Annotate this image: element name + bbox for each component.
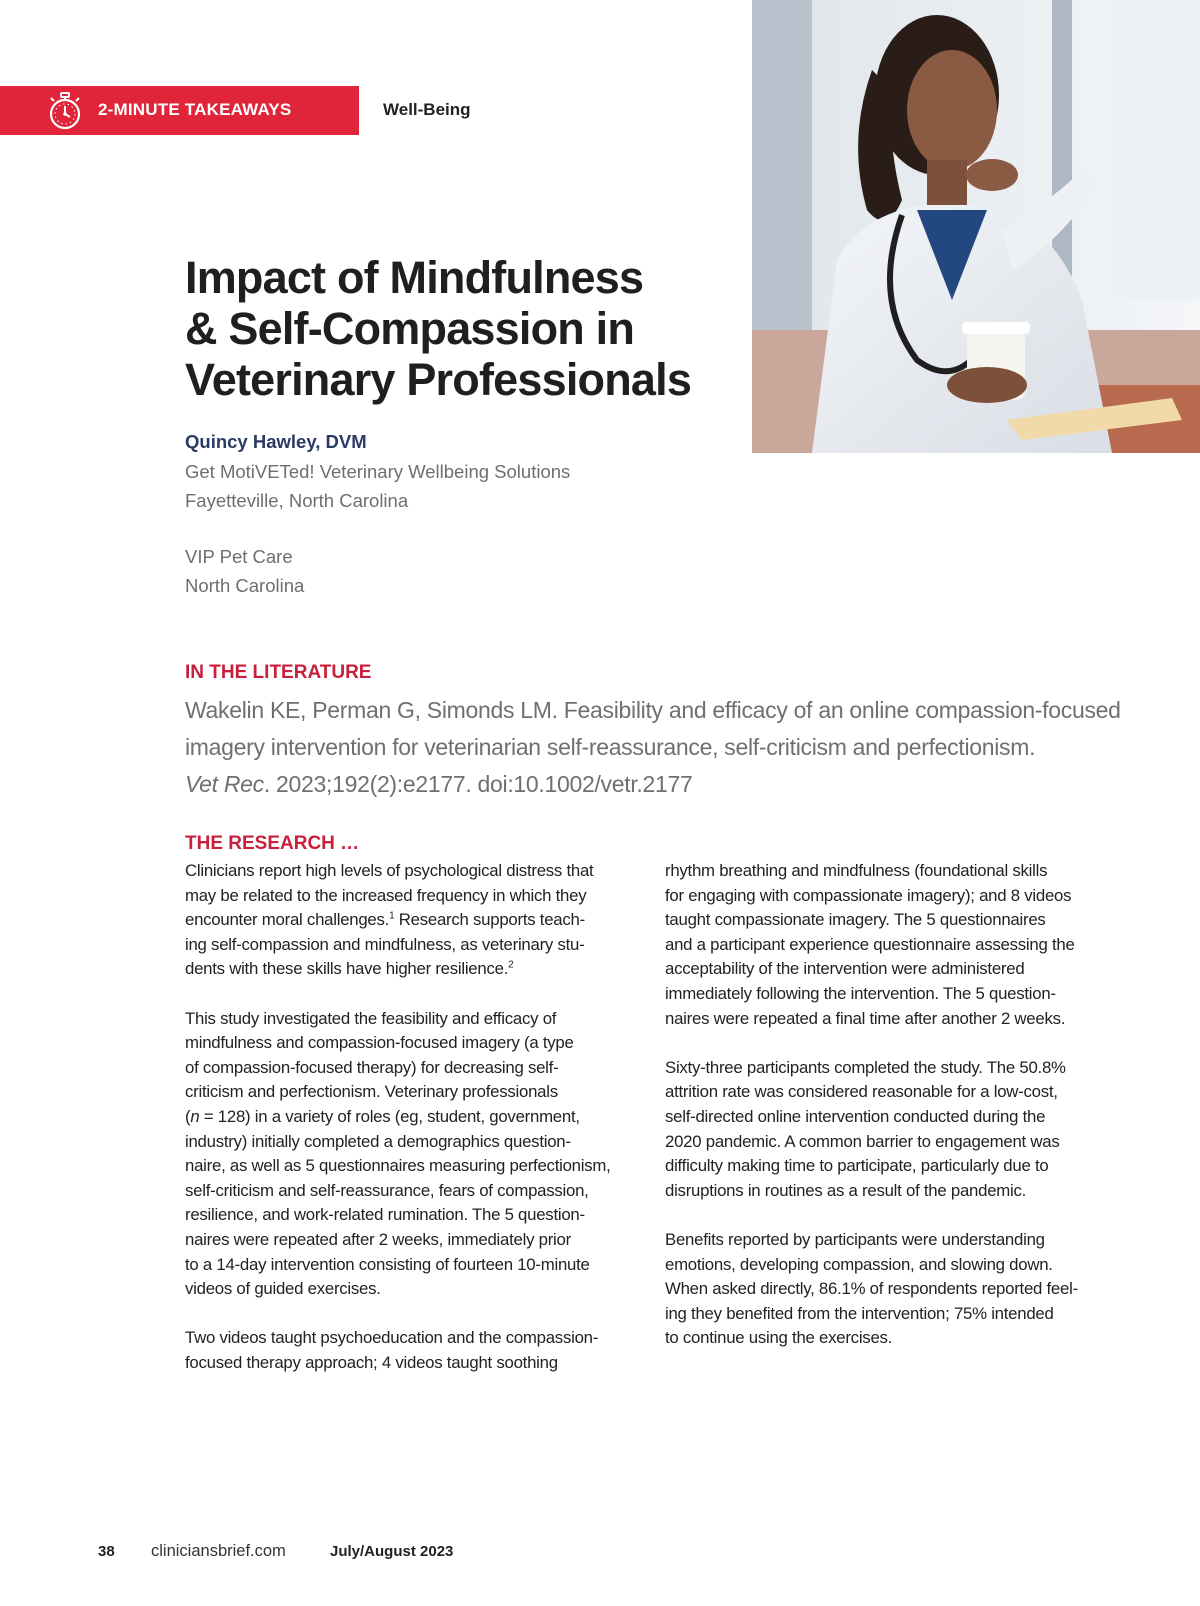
body-line: to a 14-day intervention consisting of fourteen 10-minute bbox=[185, 1254, 590, 1274]
section-tag-label: 2-MINUTE TAKEAWAYS bbox=[98, 100, 292, 119]
body-text: dents with these skills have higher resilience. bbox=[185, 959, 509, 979]
sample-size-symbol: n bbox=[190, 1106, 200, 1126]
issue-date: July/August 2023 bbox=[330, 1543, 454, 1560]
section-label: Well-Being bbox=[383, 100, 471, 119]
body-line: criticism and perfectionism. Veterinary professionals bbox=[185, 1082, 558, 1102]
body-line: resilience, and work-related rumination. The 5 question- bbox=[185, 1205, 585, 1225]
body-line: Two videos taught psychoeducation and the compassion- bbox=[185, 1328, 599, 1348]
body-line: for engaging with compassionate imagery); and 8 videos bbox=[665, 885, 1072, 905]
body-text: Research supports teach- bbox=[394, 910, 585, 930]
citation-line: imagery intervention for veterinarian self-reassurance, self-criticism and perfectionism. bbox=[185, 734, 1036, 760]
paragraph-gap bbox=[665, 1203, 1115, 1228]
body-line: ing they benefited from the intervention; 75% intended bbox=[665, 1303, 1054, 1323]
body-line: acceptability of the intervention were administered bbox=[665, 959, 1025, 979]
reference-marker: 2 bbox=[508, 959, 514, 971]
body-line: self-criticism and self-reassurance, fears of compassion, bbox=[185, 1180, 589, 1200]
body-line: disruptions in routines as a result of the pandemic. bbox=[665, 1180, 1027, 1200]
body-line: emotions, developing compassion, and slowing down. bbox=[665, 1254, 1053, 1274]
affiliation-line: Fayetteville, North Carolina bbox=[185, 490, 409, 511]
affiliation-line: Get MotiVETed! Veterinary Wellbeing Solutions bbox=[185, 461, 571, 482]
literature-citation bbox=[185, 692, 1121, 803]
body-line: and a participant experience questionnaire assessing the bbox=[665, 934, 1075, 954]
author-name: Quincy Hawley, DVM bbox=[185, 431, 367, 452]
body-line: naires were repeated after 2 weeks, immediately prior bbox=[185, 1229, 571, 1249]
body-text: = 128) in a variety of roles (eg, student, government, bbox=[199, 1106, 580, 1126]
literature-heading: IN THE LITERATURE bbox=[185, 662, 372, 683]
paragraph-gap bbox=[185, 1302, 635, 1327]
body-line: Sixty-three participants completed the study. The 50.8% bbox=[665, 1057, 1066, 1077]
stopwatch-icon bbox=[48, 92, 82, 130]
affiliation bbox=[185, 542, 304, 600]
affiliation-line: VIP Pet Care bbox=[185, 546, 293, 567]
body-line bbox=[185, 957, 635, 982]
body-line: difficulty making time to participate, particularly due to bbox=[665, 1156, 1049, 1176]
body-line: may be related to the increased frequency in which they bbox=[185, 885, 587, 905]
article-title bbox=[185, 252, 725, 405]
body-line: ing self-compassion and mindfulness, as veterinary stu- bbox=[185, 934, 585, 954]
title-line: Impact of Mindfulness bbox=[185, 252, 644, 303]
body-line: Benefits reported by participants were understanding bbox=[665, 1229, 1045, 1249]
citation-details: . 2023;192(2):e2177. doi:10.1002/vetr.2177 bbox=[263, 771, 693, 797]
citation-line: Wakelin KE, Perman G, Simonds LM. Feasibility and efficacy of an online compassion-focused bbox=[185, 697, 1121, 723]
paragraph-gap bbox=[185, 982, 635, 1007]
body-line: of compassion-focused therapy) for decreasing self- bbox=[185, 1057, 559, 1077]
body-line: self-directed online intervention conducted during the bbox=[665, 1106, 1046, 1126]
body-text: ( bbox=[185, 1106, 191, 1126]
affiliation bbox=[185, 457, 570, 515]
body-line: immediately following the intervention. The 5 question- bbox=[665, 983, 1056, 1003]
body-line: rhythm breathing and mindfulness (foundational skills bbox=[665, 861, 1048, 880]
section-tag-band bbox=[0, 86, 359, 135]
body-line: mindfulness and compassion-focused imagery (a type bbox=[185, 1033, 574, 1053]
body-line bbox=[185, 1105, 635, 1130]
body-line: Clinicians report high levels of psychological distress that bbox=[185, 861, 594, 880]
research-heading: THE RESEARCH … bbox=[185, 833, 360, 854]
body-line: focused therapy approach; 4 videos taught soothing bbox=[185, 1352, 558, 1372]
body-line: to continue using the exercises. bbox=[665, 1328, 893, 1348]
research-left-column bbox=[185, 859, 635, 1375]
title-line: & Self-Compassion in bbox=[185, 303, 635, 354]
body-line: This study investigated the feasibility and efficacy of bbox=[185, 1008, 557, 1028]
citation-line bbox=[185, 766, 1105, 803]
body-line: taught compassionate imagery. The 5 questionnaires bbox=[665, 910, 1046, 930]
citation-journal: Vet Rec bbox=[185, 771, 264, 797]
body-line: industry) initially completed a demographics question- bbox=[185, 1131, 571, 1151]
paragraph-gap bbox=[665, 1031, 1115, 1056]
title-line: Veterinary Professionals bbox=[185, 354, 692, 405]
research-right-column bbox=[665, 859, 1115, 1351]
body-line: attrition rate was considered reasonable for a low-cost, bbox=[665, 1082, 1058, 1102]
body-line: 2020 pandemic. A common barrier to engagement was bbox=[665, 1131, 1060, 1151]
site-name: cliniciansbrief.com bbox=[151, 1542, 286, 1560]
affiliation-line: North Carolina bbox=[185, 575, 305, 596]
reference-marker: 1 bbox=[389, 910, 395, 922]
veterinarian-photo bbox=[752, 0, 1200, 453]
body-line: naire, as well as 5 questionnaires measuring perfectionism, bbox=[185, 1156, 611, 1176]
body-line: naires were repeated a final time after another 2 weeks. bbox=[665, 1008, 1066, 1028]
page-number: 38 bbox=[98, 1543, 115, 1560]
body-line: When asked directly, 86.1% of respondents reported feel- bbox=[665, 1279, 1078, 1299]
body-line: videos of guided exercises. bbox=[185, 1279, 381, 1299]
body-line bbox=[185, 908, 635, 933]
body-text: encounter moral challenges. bbox=[185, 910, 390, 930]
